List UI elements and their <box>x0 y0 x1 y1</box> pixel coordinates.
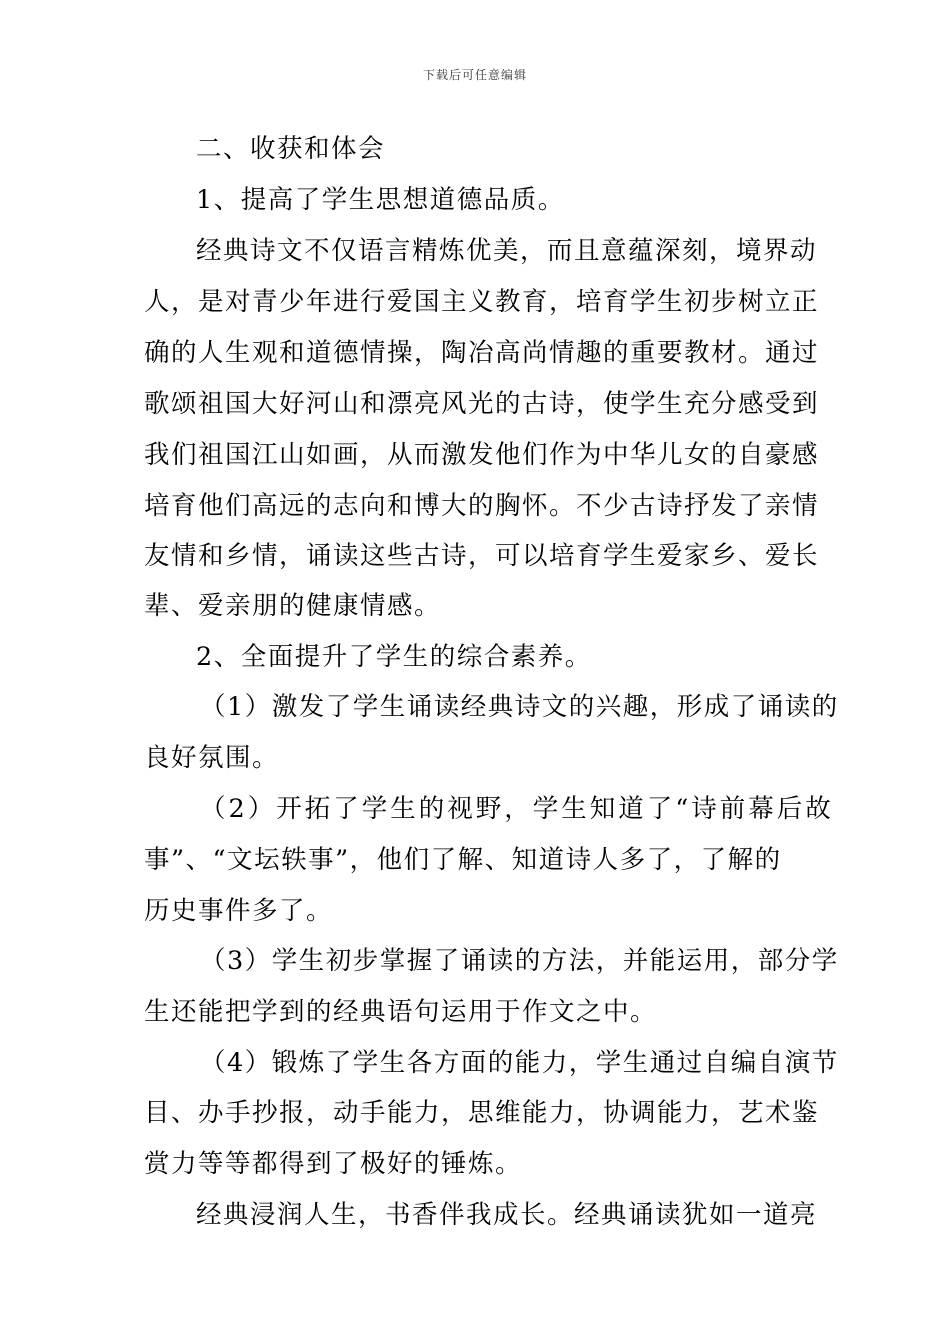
list-item-3-cont: 生还能把学到的经典语句运用于作文之中。 <box>144 997 658 1027</box>
list-item-4-cont: 目、办手抄报，动手能力，思维能力，协调能力，艺术鉴 <box>144 1098 820 1128</box>
paragraph-line: 培育他们高远的志向和博大的胸怀。不少古诗抒发了亲情 <box>144 491 820 521</box>
paragraph-line: 经典浸润人生，书香伴我成长。经典诵读犹如一道亮 <box>196 1200 818 1230</box>
subheading-2: 2、全面提升了学生的综合素养。 <box>196 642 592 672</box>
list-item-1-cont: 良好氛围。 <box>144 743 280 773</box>
list-item-1: （1）激发了学生诵读经典诗文的兴趣，形成了诵读的 <box>200 692 839 722</box>
list-item-2-cont: 历史事件多了。 <box>144 896 334 926</box>
paragraph-line: 辈、爱亲朋的健康情感。 <box>144 591 442 621</box>
page-header: 下载后可任意编辑 <box>422 68 527 82</box>
paragraph-line: 友情和乡情，诵读这些古诗，可以培育学生爱家乡、爱长 <box>144 541 820 571</box>
list-item-3: （3）学生初步掌握了诵读的方法，并能运用，部分学 <box>200 946 839 976</box>
paragraph-line: 确的人生观和道德情操，陶冶高尚情趣的重要教材。通过 <box>144 338 820 368</box>
list-item-2-cont: 事”、“文坛轶事”，他们了解、知道诗人多了，了解的 <box>144 845 782 875</box>
list-item-4-cont: 赏力等等都得到了极好的锤炼。 <box>144 1149 523 1179</box>
list-item-2: （2）开拓了学生的视野，学生知道了“诗前幕后故 <box>200 794 834 824</box>
paragraph-line: 我们祖国江山如画，从而激发他们作为中华儿女的自豪感 <box>144 440 820 470</box>
paragraph-line: 经典诗文不仅语言精炼优美，而且意蕴深刻，境界动 <box>196 236 818 266</box>
section-heading: 二、收获和体会 <box>196 134 386 164</box>
list-item-4: （4）锻炼了学生各方面的能力，学生通过自编自演节 <box>200 1048 839 1078</box>
paragraph-line: 歌颂祖国大好河山和漂亮风光的古诗，使学生充分感受到 <box>144 389 820 419</box>
subheading-1: 1、提高了学生思想道德品质。 <box>196 185 565 215</box>
paragraph-line: 人，是对青少年进行爱国主义教育，培育学生初步树立正 <box>144 287 820 317</box>
